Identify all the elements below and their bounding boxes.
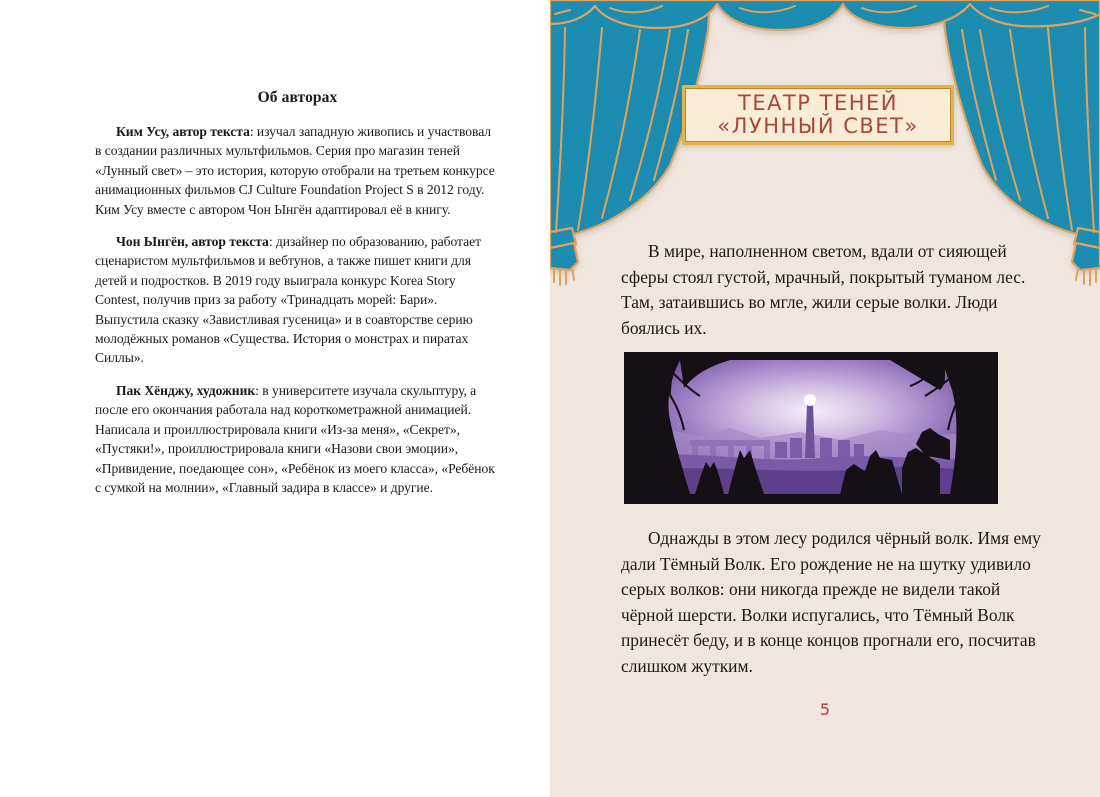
plaque-title-line-1: ТЕАТР ТЕНЕЙ: [738, 91, 898, 115]
author-bio: [95, 232, 500, 368]
right-page: [550, 0, 1100, 797]
author-name: Ким Усу, автор текста: [116, 124, 250, 139]
story-illustration: [624, 352, 998, 504]
title-plaque: [682, 85, 954, 145]
page-number: 5: [819, 700, 831, 719]
author-bio: [95, 122, 500, 219]
illustrator-bio: [95, 381, 500, 497]
author-bio-text: : дизайнер по образованию, работает сценаристом мультфильмов и вебтунов, а также пишет книги для детей и подростков. В 2019 году выиграла конкурс Korea Story Contest, получив приз за работу «Тринадцать морей: Бари». Выпустила сказку «Завистливая гусеница» и в соавторстве серию молодёжных романов «Существа. История о монстрах и пиратах Силлы».: [95, 234, 481, 366]
plaque-title-line-2: «ЛУННЫЙ СВЕТ»: [717, 114, 919, 138]
author-name: Чон Ынгён, автор текста: [116, 234, 269, 250]
story-paragraph: В мире, наполненном светом, вдали от сияющей сферы стоял густой, мрачный, покрытый туманом лес. Там, затаившись во мгле, жили серые волки. Люди боялись их.: [621, 241, 1026, 338]
author-bio-text: : изучал западную живопись и участвовал в создании различных мультфильмов. Серия про магазин теней «Лунный свет» – это история, которую отобрали на третьем конкурсе анимационных фильмов CJ Culture Foundation Project S в 2012 году. Ким Усу вместе с автором Чон Ынгён адаптировал её в книгу.: [95, 124, 495, 217]
moonlit-forest-wolves-icon: [640, 360, 982, 494]
illustrator-bio-text: : в университете изучала скульптуру, а после его окончания работала над короткометражной анимацией. Написала и проиллюстрировала книги «Из-за меня», «Секрет», «Пустяки!», проиллюстрировала книги «Назови свои эмоции», «Привидение, поедающее сон», «Ребёнок из моего класса», «Ребёнок с сумкой на молнии», «Главный задира в классе» и другие.: [95, 382, 495, 495]
about-authors-section: [95, 88, 500, 510]
illustrator-name: Пак Хёнджу, художник: [116, 382, 256, 398]
page-title: Об авторах: [257, 89, 338, 106]
story-paragraph: Однажды в этом лесу родился чёрный волк. Имя ему дали Тёмный Волк. Его рождение не на шутку удивило серых волков: они никогда прежде не видели такой чёрной шерсти. Волки испугались, что Тёмный Волк принесёт беду, и в конце концов прогнали его, посчитав слишком жутким.: [621, 528, 1041, 676]
